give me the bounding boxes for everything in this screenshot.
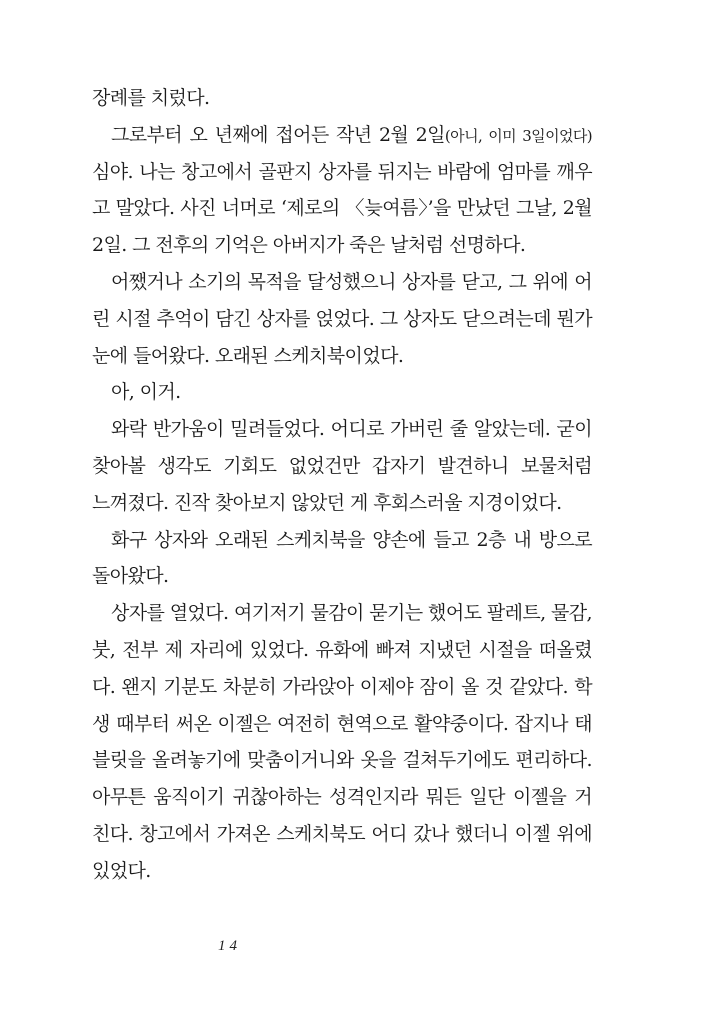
text-line-11: 찾아볼 생각도 기회도 없었건만 갑자기 발견하니 보물처럼 [92,454,592,477]
text-line-7: 린 시절 추억이 담긴 상자를 얹었다. 그 상자도 닫으려는데 뭔가 [92,307,592,330]
text-line-21: 친다. 창고에서 가져온 스케치북도 어디 갔나 했더니 이젤 위에 [92,822,592,845]
text-line-1: 장례를 치렀다. [92,87,210,109]
text-line-13: 화구 상자와 오래된 스케치북을 양손에 들고 2층 내 방으로 [111,528,592,551]
text-line-18: 생 때부터 써온 이젤은 여전히 현역으로 활약중이다. 잡지나 태 [92,712,592,735]
text-line-14: 돌아왔다. [92,565,169,588]
text-line-8: 눈에 들어왔다. 오래된 스케치북이었다. [92,344,404,367]
page-body [92,80,592,890]
text-line-6: 어쨌거나 소기의 목적을 달성했으니 상자를 닫고, 그 위에 어 [111,270,592,293]
text-line-16: 붓, 전부 제 자리에 있었다. 유화에 빠져 지냈던 시절을 떠올렸 [92,638,592,661]
text-line-2 [92,117,592,154]
text-line-17: 다. 왠지 기분도 차분히 가라앉아 이제야 잠이 올 것 같았다. 학 [92,675,592,698]
text-line-19: 블릿을 올려놓기에 맞춤이거니와 옷을 걸쳐두기에도 편리하다. [92,749,592,772]
text-line-10: 와락 반가움이 밀려들었다. 어디로 가버린 줄 알았는데. 굳이 [111,418,592,441]
text-line-15: 상자를 열었다. 여기저기 물감이 묻기는 했어도 팔레트, 물감, [111,602,592,625]
page-number: 14 [218,938,241,954]
text-line-4: 고 말았다. 사진 너머로 ‘제로의 〈늦여름〉’을 만났던 그날, 2월 [92,197,592,220]
text-line-2-main: 그로부터 오 년째에 접어든 작년 2월 2일 [111,123,445,146]
text-line-5: 2일. 그 전후의 기억은 아버지가 죽은 날처럼 선명하다. [92,234,526,257]
text-line-20: 아무튼 움직이기 귀찮아하는 성격인지라 뭐든 일단 이젤을 거 [92,786,592,809]
text-line-9: 아, 이거. [111,381,181,404]
text-line-22: 있었다. [92,859,151,882]
text-line-12: 느껴졌다. 진작 찾아보지 않았던 게 후회스러울 지경이었다. [92,491,562,514]
text-line-3: 심야. 나는 창고에서 골판지 상자를 뒤지는 바람에 엄마를 깨우 [92,160,592,183]
parenthetical-note: (아니, 이미 3일이었다) [444,126,592,145]
